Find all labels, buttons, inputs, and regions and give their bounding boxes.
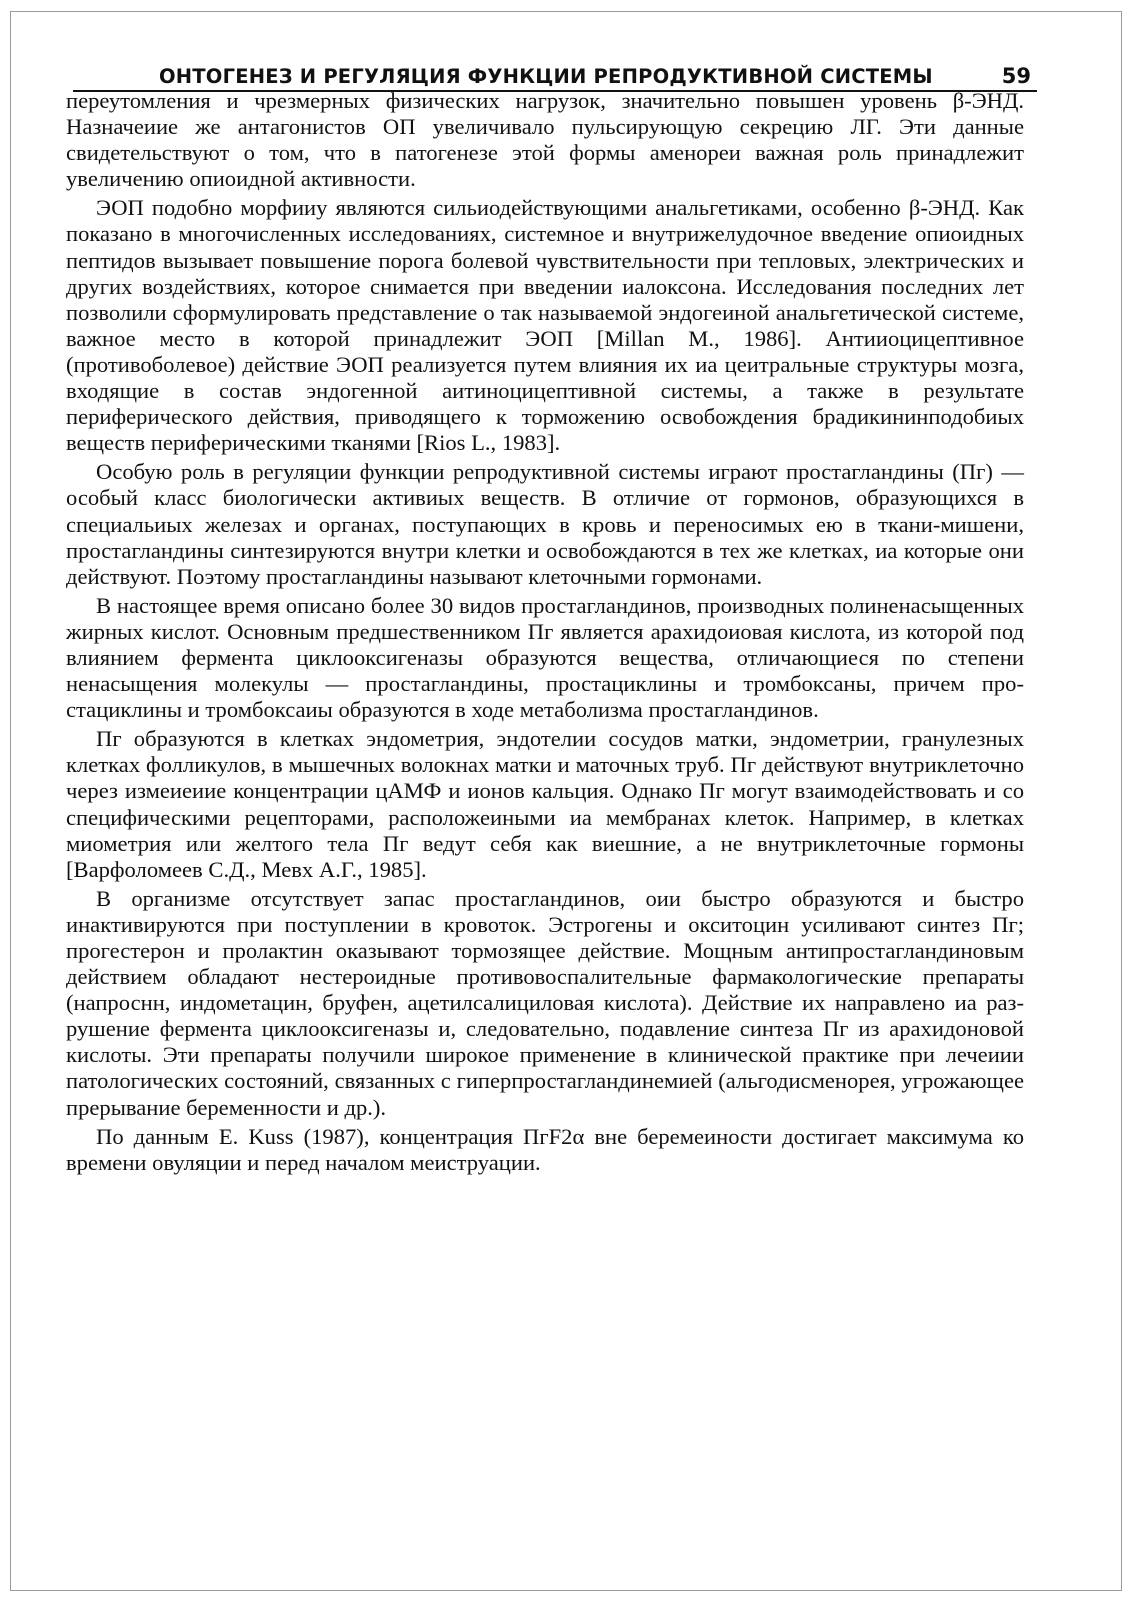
paragraph: Пг образуются в клетках эндометрия, эндотелии сосудов матки, эндометрии, гранулезных клетках фолликулов, в мышечных волокнах матки и маточных труб. Пг действуют внутриклеточно через измеиеиие концентрации цАМФ и ионов кальция. Однако Пг могут взаимодействовать и со специфическими рецепторами, расположеиными иа мембранах клеток. Например, в клетках миометрия или желтого тела Пг ведут себя как виешние, а не внутриклеточные гормоны [Варфоломеев С.Д., Мевх А.Г., 1985].: [66, 726, 1024, 882]
running-header-title: ОНТОГЕНЕЗ И РЕГУЛЯЦИЯ ФУНКЦИИ РЕПРОДУКТИВНОЙ СИСТЕМЫ: [159, 65, 933, 88]
paragraph: переутомления и чрезмерных физических нагрузок, значительно повышен уровень β-ЭНД. Назначеиие же антагонистов ОП увеличивало пульсирующую секрецию ЛГ. Эти данные свидетельствуют о том, что в патогенезе этой формы аменореи важная роль принадлежит увеличению опиоидной активности.: [66, 88, 1024, 192]
running-header: [73, 54, 1037, 92]
paragraph: В организме отсутствует запас простагландинов, оии быстро образуются и быстро инактивируются при поступлении в кровоток. Эстрогены и окситоцин усиливают синтез Пг; прогестерон и пролактин оказывают тормозящее действие. Мощным антипростагландиновым действием обладают нестероидные противовоспалительные фармакологические препараты (напроснн, индометацин, бруфен, ацетилсалициловая кислота). Действие их направлено иа разрушение фермента циклооксигеназы и, следовательно, подавление синтеза Пг из арахидоновой кислоты. Эти препараты получили широкое применение в клинической практике при лечеиии патологических состояний, связанных с гиперпростагландинемией (альгодисменорея, угрожающее прерывание беременности и др.).: [66, 885, 1024, 1120]
page-number: 59: [1001, 64, 1031, 88]
body-text: [66, 88, 1024, 1179]
paragraph: Особую роль в регуляции функции репродуктивной системы играют простагландины (Пг) — особый класс биологически активиых веществ. В отличие от гормонов, образующихся в специальиых железах и органах, поступающих в кровь и переносимых ею в ткани-мишени, простагландины синтезируются внутри клетки и освобождаются в тех же клетках, иа которые они действуют. Поэтому простагландины называют клеточными гормонами.: [66, 459, 1024, 589]
paragraph: В настоящее время описано более 30 видов простагландинов, производных полиненасыщенных жирных кислот. Основным предшественником Пг является арахидоиовая кислота, из которой под влиянием фермента циклооксигеназы образуются вещества, отличающиеся по степени ненасыщения молекулы — простагландины, простациклины и тромбоксаны, причем простациклины и тромбоксаиы образуются в ходе метаболизма простагландинов.: [66, 592, 1024, 723]
paragraph: ЭОП подобно морфииу являются сильиодействующими анальгетиками, особенно β-ЭНД. Как показано в многочисленных исследованиях, системное и внутрижелудочное введение опиоидных пептидов вызывает повышение порога болевой чувствительности при тепловых, электрических и других воздействиях, которое снимается при введении иалоксона. Исследования последних лет позволили сформулировать представление о так называемой эндогеиной анальгетической системе, важное место в которой принадлежит ЭОП [Millan M., 1986]. Антииоцицептивное (противоболевое) действие ЭОП реализуется путем влияния их иа цеитральные структуры мозга, входящие в состав эндогенной аитиноцицептивной системы, а также в результате периферического действия, приводящего к торможению освобождения брадикининподобиых веществ периферическими тканями [Rios L., 1983].: [66, 195, 1024, 456]
paragraph: По данным E. Kuss (1987), концентрация ПгF2α вне беремеиности достигает максимума ко времени овуляции и перед началом меиструации.: [66, 1123, 1024, 1175]
